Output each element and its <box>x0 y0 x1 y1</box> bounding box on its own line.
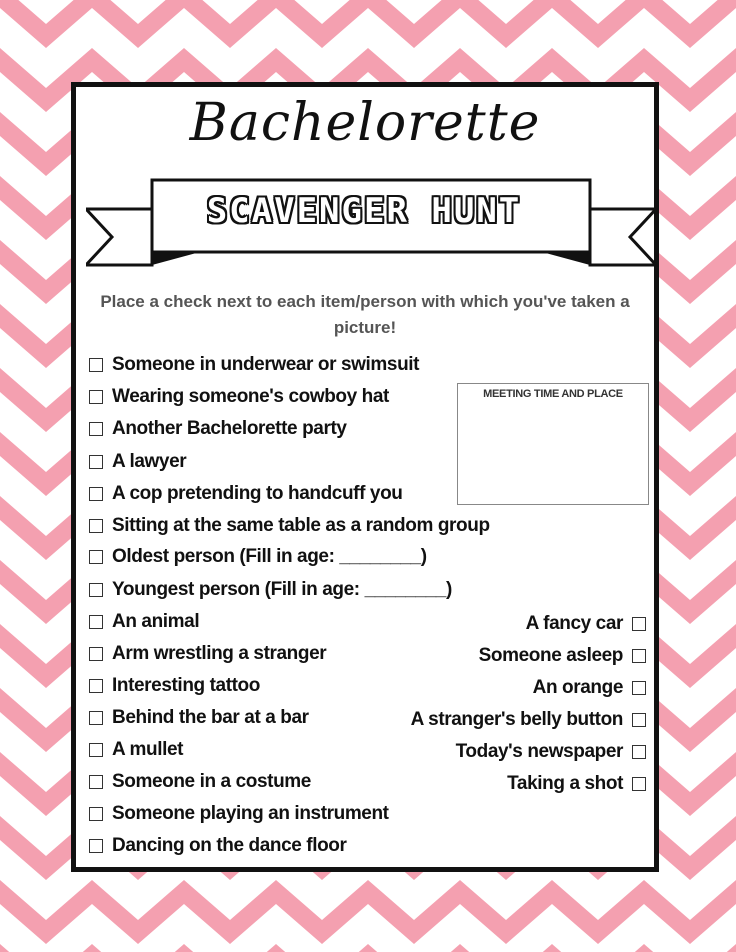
item-label: Behind the bar at a bar <box>112 707 309 728</box>
checklist-item[interactable] <box>89 543 427 571</box>
item-label: Oldest person (Fill in age: ________) <box>112 546 427 567</box>
banner-title: SCAVENGER HUNT <box>206 191 522 231</box>
checkbox[interactable] <box>632 713 646 727</box>
checkbox[interactable] <box>632 617 646 631</box>
item-label: A fancy car <box>525 613 623 634</box>
checkbox[interactable] <box>89 679 103 693</box>
instructions: Place a check next to each item/person with which you've taken a picture! <box>100 292 630 337</box>
item-label: Someone asleep <box>478 645 623 666</box>
item-label: An orange <box>532 677 623 698</box>
checklist-item[interactable] <box>89 704 309 732</box>
checklist-item[interactable] <box>89 415 347 443</box>
checklist-item[interactable] <box>89 480 402 508</box>
checkbox[interactable] <box>89 422 103 436</box>
checklist-item[interactable] <box>533 674 646 702</box>
checkbox[interactable] <box>89 647 103 661</box>
checkbox[interactable] <box>89 839 103 853</box>
item-label: A mullet <box>112 739 184 760</box>
checkbox[interactable] <box>89 807 103 821</box>
banner-tail-left <box>86 209 152 265</box>
checkbox[interactable] <box>89 358 103 372</box>
item-label: Sitting at the same table as a random group <box>112 515 490 536</box>
checkbox[interactable] <box>89 583 103 597</box>
checkbox[interactable] <box>89 615 103 629</box>
item-label: Another Bachelorette party <box>112 418 347 439</box>
checkbox[interactable] <box>632 777 646 791</box>
checklist-item[interactable] <box>89 640 326 668</box>
checkbox[interactable] <box>89 487 103 501</box>
item-label: Youngest person (Fill in age: ________) <box>112 579 452 600</box>
checkbox[interactable] <box>632 745 646 759</box>
checklist-item[interactable] <box>89 608 199 636</box>
checklist-item[interactable] <box>89 351 419 379</box>
checkbox[interactable] <box>89 455 103 469</box>
item-label: Dancing on the dance floor <box>112 835 347 856</box>
banner-tail-right <box>590 209 656 265</box>
item-label: A lawyer <box>112 451 187 472</box>
checklist-item[interactable] <box>89 736 183 764</box>
checkbox[interactable] <box>89 711 103 725</box>
checklist-item[interactable] <box>89 832 347 860</box>
item-label: Today's newspaper <box>455 741 623 762</box>
checkbox[interactable] <box>632 649 646 663</box>
page-title: Bachelorette <box>189 93 541 153</box>
item-label: Arm wrestling a stranger <box>112 643 327 664</box>
item-label: A stranger's belly button <box>410 709 623 730</box>
item-label: Someone playing an instrument <box>112 803 389 824</box>
checkbox[interactable] <box>89 390 103 404</box>
checklist-item[interactable] <box>479 642 646 670</box>
checkbox[interactable] <box>89 519 103 533</box>
checkbox[interactable] <box>89 550 103 564</box>
checklist-item[interactable] <box>411 706 646 734</box>
banner-fold-right <box>542 252 590 265</box>
item-label: Someone in underwear or swimsuit <box>112 354 420 375</box>
checklist-item[interactable] <box>89 383 389 411</box>
item-label: An animal <box>112 611 200 632</box>
checklist-item[interactable] <box>89 448 186 476</box>
checklist-item[interactable] <box>456 738 646 766</box>
scavenger-hunt-sheet <box>71 82 659 872</box>
item-label: Interesting tattoo <box>112 675 260 696</box>
meeting-box-label: MEETING TIME AND PLACE <box>483 388 623 400</box>
checkbox[interactable] <box>89 775 103 789</box>
checklist-item[interactable] <box>89 576 452 604</box>
checklist-item[interactable] <box>526 610 646 638</box>
item-label: A cop pretending to handcuff you <box>112 483 403 504</box>
item-label: Someone in a costume <box>112 771 311 792</box>
checklist-item[interactable] <box>89 512 490 540</box>
checkbox[interactable] <box>89 743 103 757</box>
checklist-item[interactable] <box>89 768 311 796</box>
banner-fold-left <box>152 252 200 265</box>
item-label: Wearing someone's cowboy hat <box>112 386 389 407</box>
item-label: Taking a shot <box>507 773 623 794</box>
checklist-item[interactable] <box>89 672 260 700</box>
checkbox[interactable] <box>632 681 646 695</box>
checklist-item[interactable] <box>507 770 646 798</box>
checklist-item[interactable] <box>89 800 389 828</box>
meeting-box[interactable] <box>457 383 649 505</box>
